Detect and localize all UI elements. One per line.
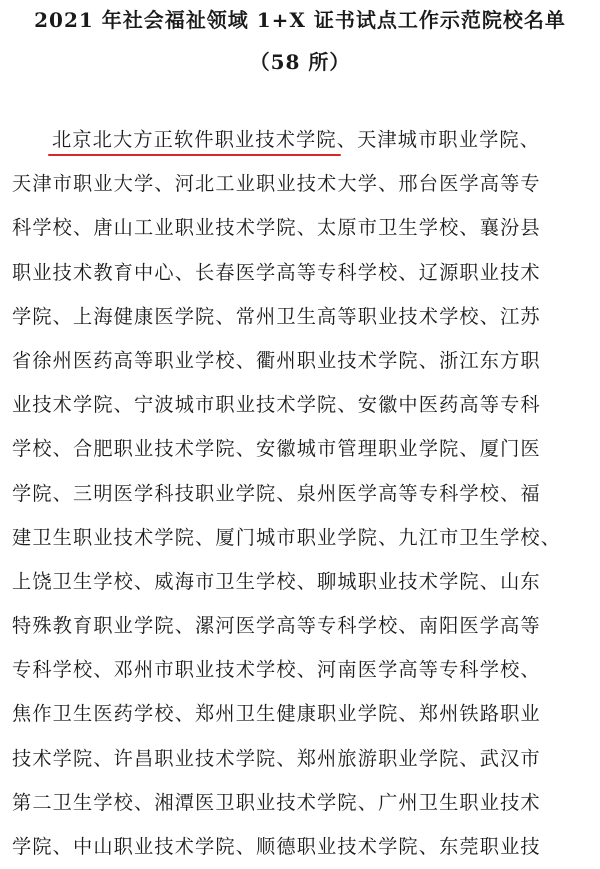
line-text: 学校、合肥职业技术学院、安徽城市管理职业学院、厦门医 xyxy=(12,437,541,461)
text-line xyxy=(12,516,592,560)
line-text: 职业技术教育中心、长春医学高等专科学校、辽源职业技术 xyxy=(12,260,541,284)
text-line xyxy=(12,692,592,736)
text-line xyxy=(12,427,592,471)
school-count: （58 所） xyxy=(249,50,351,74)
line-text: 科学校、唐山工业职业技术学院、太原市卫生学校、襄汾县 xyxy=(12,216,541,240)
text-line xyxy=(12,560,592,604)
text-line xyxy=(12,737,592,781)
text-line xyxy=(12,162,592,206)
text-line xyxy=(12,648,592,692)
line-text: 天津市职业大学、河北工业职业技术大学、邢台医学高等专 xyxy=(12,172,541,196)
text-line xyxy=(12,604,592,648)
line-text: 学院、中山职业技术学院、顺德职业技术学院、东莞职业技 xyxy=(12,835,541,858)
line-text: 特殊教育职业学院、漯河医学高等专科学校、南阳医学高等 xyxy=(12,614,541,638)
line-text: 上饶卫生学校、威海市卫生学校、聊城职业技术学院、山东 xyxy=(12,569,541,593)
highlighted-school: 北京北大方正软件职业技术学院 xyxy=(52,118,337,162)
text-line xyxy=(12,339,592,383)
line-text: 焦作卫生医药学校、郑州卫生健康职业学院、郑州铁路职业 xyxy=(12,702,541,726)
text-line xyxy=(12,295,592,339)
line-text: 技术学院、许昌职业技术学院、郑州旅游职业学院、武汉市 xyxy=(12,746,541,770)
text-line xyxy=(12,472,592,516)
line-text: 学院、上海健康医学院、常州卫生高等职业技术学校、江苏 xyxy=(12,304,541,328)
document-title: 2021 年社会福祉领域 1+X 证书试点工作示范院校名单 xyxy=(34,8,566,32)
line-text: 业技术学院、宁波城市职业技术学院、安徽中医药高等专科 xyxy=(12,393,541,417)
text-line xyxy=(12,251,592,295)
line-text: 学院、三明医学科技职业学院、泉州医学高等专科学校、福 xyxy=(12,481,541,505)
text-line xyxy=(12,825,592,869)
text-line xyxy=(12,383,592,427)
line-text: 第二卫生学校、湘潭医卫职业技术学院、广州卫生职业技术 xyxy=(12,790,541,814)
line-text: 省徐州医药高等职业学校、衢州职业技术学院、浙江东方职 xyxy=(12,348,541,372)
line-text: 专科学校、邓州市职业技术学校、河南医学高等专科学校、 xyxy=(12,658,541,682)
line-text: 建卫生职业技术学院、厦门城市职业学院、九江市卫生学校、 xyxy=(12,525,562,549)
text-line xyxy=(12,781,592,825)
line-text: 、天津城市职业学院、 xyxy=(336,128,541,151)
text-line xyxy=(12,206,592,250)
school-list xyxy=(12,118,592,869)
text-line xyxy=(12,118,592,162)
